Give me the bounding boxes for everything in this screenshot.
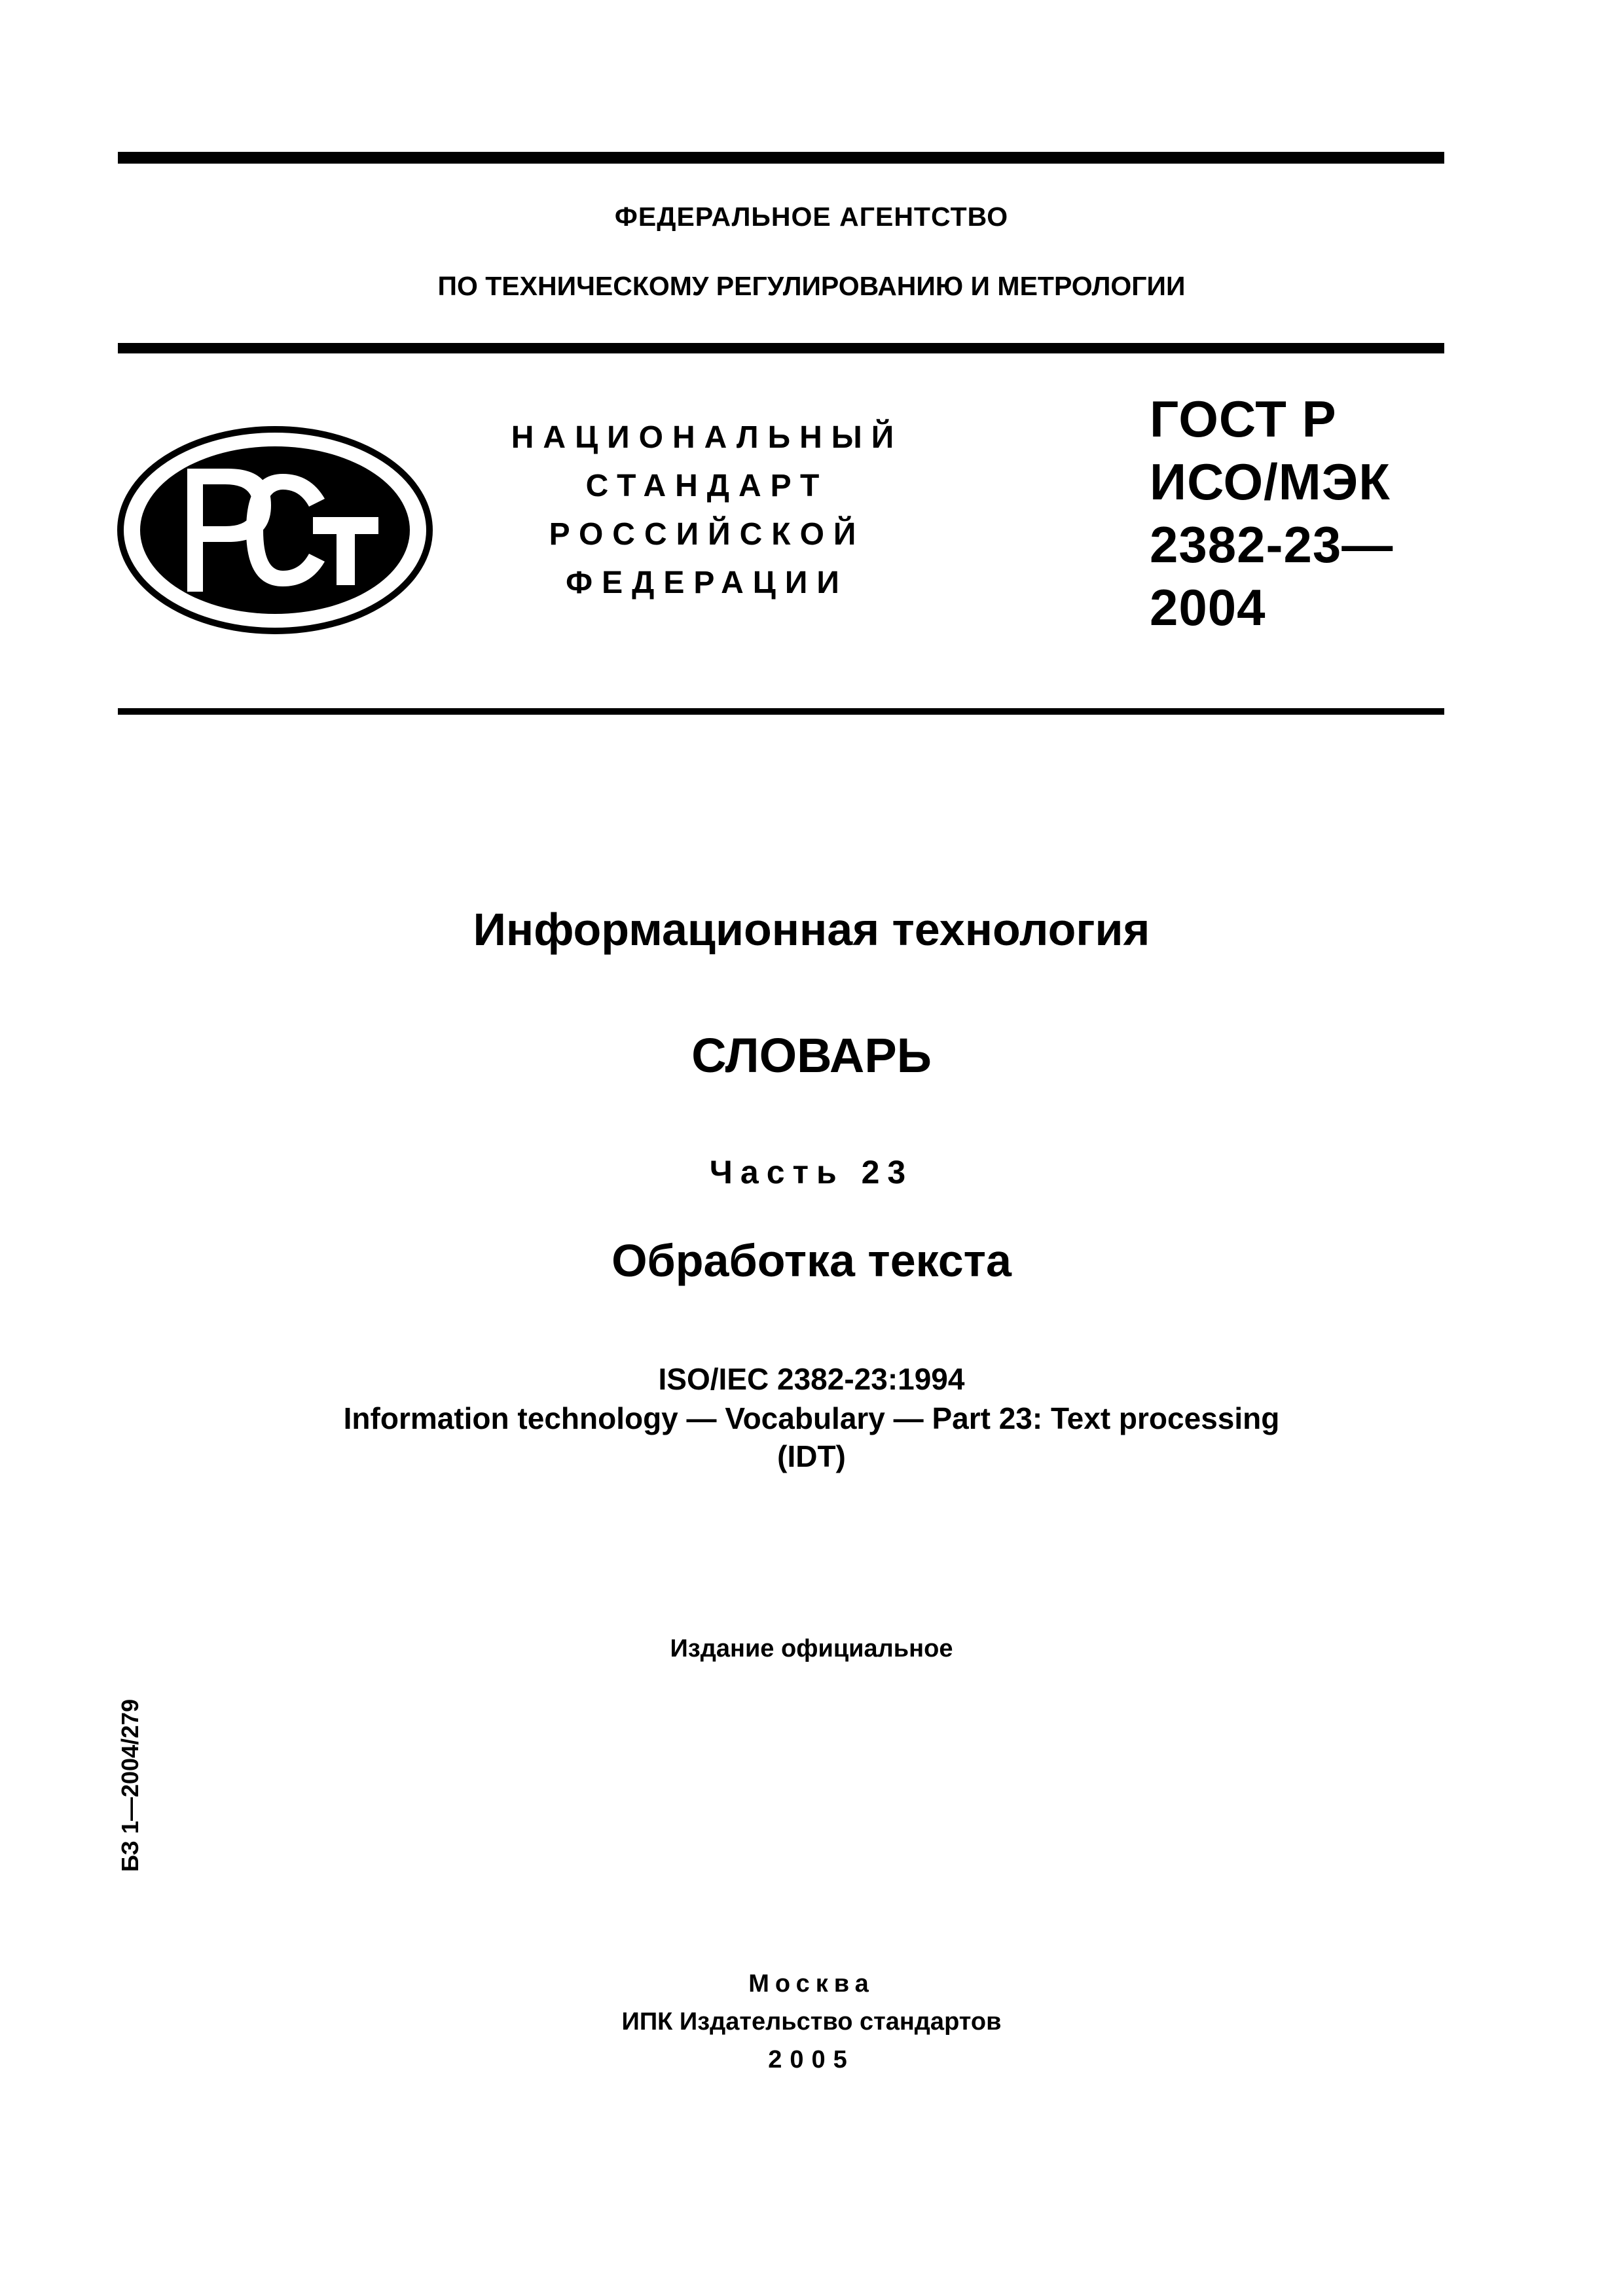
agency-name-line-2: ПО ТЕХНИЧЕСКОМУ РЕГУЛИРОВАНИЮ И МЕТРОЛОГИИ (437, 271, 1186, 301)
agency-name-line-1: ФЕДЕРАЛЬНОЕ АГЕНТСТВО (614, 202, 1009, 232)
national-standard-line: РОССИЙСКОЙ (549, 517, 866, 552)
standard-designation (1150, 387, 1425, 639)
header-rule (118, 343, 1444, 353)
national-standard-line: НАЦИОНАЛЬНЫЙ (511, 420, 903, 455)
document-subtitle: СЛОВАРЬ (691, 1028, 932, 1083)
national-standard-label (498, 414, 917, 607)
part-title: Обработка текста (611, 1235, 1012, 1286)
equivalence-marker: (IDT) (777, 1439, 846, 1473)
designation-line: 2004 (1150, 579, 1266, 636)
imprint-city: Москва (748, 1970, 875, 1998)
document-title: Информационная технология (473, 904, 1150, 955)
imprint-publisher: ИПК Издательство стандартов (621, 2008, 1002, 2036)
source-standard-number: ISO/IEC 2382-23:1994 (658, 1362, 965, 1396)
designation-line: ГОСТ Р (1150, 390, 1337, 448)
edition-label: Издание официальное (670, 1635, 953, 1662)
source-standard-title: Information technology — Vocabulary — Part 23: Text processing (343, 1401, 1280, 1435)
part-number: Часть 23 (709, 1154, 914, 1191)
imprint-year: 2005 (768, 2046, 855, 2073)
rst-logo-icon (117, 425, 433, 635)
top-rule (118, 152, 1444, 164)
designation-line: ИСО/МЭК (1150, 453, 1391, 511)
national-standard-line: СТАНДАРТ (585, 469, 829, 503)
national-standard-line: ФЕДЕРАЦИИ (566, 565, 848, 600)
side-catalog-code: БЗ 1—2004/279 (117, 1698, 143, 1872)
section-rule (118, 708, 1444, 715)
designation-line: 2382-23— (1150, 516, 1394, 573)
